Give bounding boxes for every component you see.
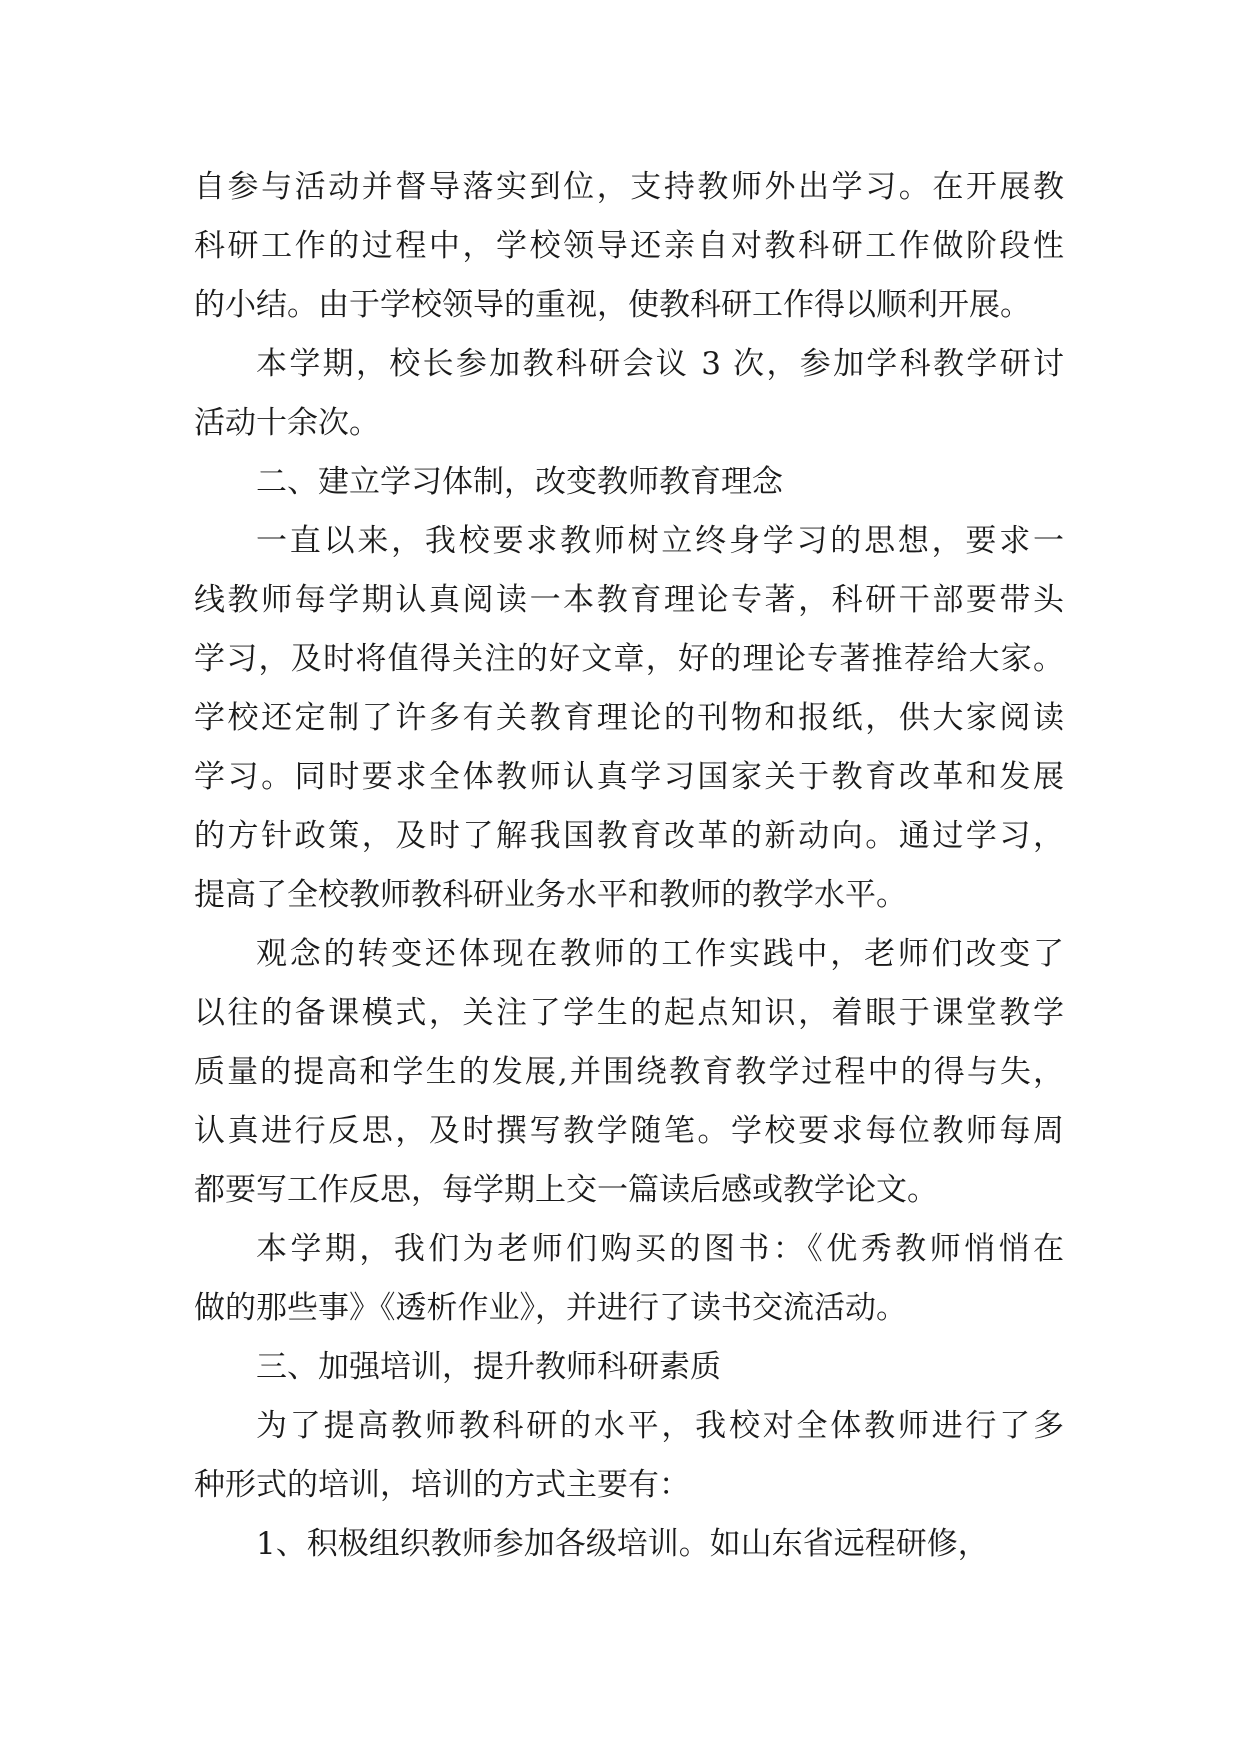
text-line: 活动十余次。 bbox=[194, 405, 380, 441]
para-training-intro bbox=[194, 1397, 1064, 1515]
para-practice-change bbox=[194, 925, 1064, 1220]
text-line: 1、积极组织教师参加各级培训。如山东省远程研修， bbox=[256, 1526, 989, 1562]
text-line: 二、建立学习体制，改变教师教育理念 bbox=[256, 464, 783, 500]
text-line: 观念的转变还体现在教师的工作实践中，老师们改变了 bbox=[256, 936, 1064, 972]
para-lifelong-learning bbox=[194, 512, 1064, 925]
text-line: 的方针政策，及时了解我国教育改革的新动向。通过学习， bbox=[194, 818, 1064, 854]
text-line: 的小结。由于学校领导的重视，使教科研工作得以顺利开展。 bbox=[194, 287, 1031, 323]
text-line: 一直以来，我校要求教师树立终身学习的思想，要求一 bbox=[256, 523, 1064, 559]
text-line: 本学期，我们为老师们购买的图书：《优秀教师悄悄在 bbox=[256, 1231, 1064, 1267]
para-principal-meetings bbox=[194, 335, 1064, 453]
para-books bbox=[194, 1220, 1064, 1338]
text-line: 学习，及时将值得关注的好文章，好的理论专著推荐给大家。 bbox=[194, 641, 1064, 677]
para-leadership-support bbox=[194, 158, 1064, 335]
text-line: 做的那些事》《透析作业》，并进行了读书交流活动。 bbox=[194, 1290, 907, 1326]
text-line: 提高了全校教师教科研业务水平和教师的教学水平。 bbox=[194, 877, 907, 913]
text-line: 种形式的培训，培训的方式主要有： bbox=[194, 1467, 690, 1503]
text-line: 线教师每学期认真阅读一本教育理论专著，科研干部要带头 bbox=[194, 582, 1064, 618]
text-line: 以往的备课模式，关注了学生的起点知识，着眼于课堂教学 bbox=[194, 995, 1064, 1031]
text-line: 学校还定制了许多有关教育理论的刊物和报纸，供大家阅读 bbox=[194, 700, 1064, 736]
text-line: 本学期，校长参加教科研会议 3 次，参加学科教学研讨 bbox=[256, 346, 1064, 382]
para-training-item-1 bbox=[194, 1515, 1064, 1574]
text-line: 认真进行反思，及时撰写教学随笔。学校要求每位教师每周 bbox=[194, 1113, 1064, 1149]
text-line: 学习。同时要求全体教师认真学习国家关于教育改革和发展 bbox=[194, 759, 1064, 795]
document-page bbox=[194, 158, 1064, 1574]
text-line: 为了提高教师教科研的水平，我校对全体教师进行了多 bbox=[256, 1408, 1064, 1444]
text-line: 三、加强培训，提升教师科研素质 bbox=[256, 1349, 721, 1385]
text-line: 质量的提高和学生的发展,并围绕教育教学过程中的得与失， bbox=[194, 1054, 1064, 1090]
heading-section-3 bbox=[194, 1338, 1064, 1397]
heading-section-2 bbox=[194, 453, 1064, 512]
text-line: 科研工作的过程中，学校领导还亲自对教科研工作做阶段性 bbox=[194, 228, 1064, 264]
text-line: 自参与活动并督导落实到位，支持教师外出学习。在开展教 bbox=[194, 169, 1064, 205]
text-line: 都要写工作反思，每学期上交一篇读后感或教学论文。 bbox=[194, 1172, 938, 1208]
